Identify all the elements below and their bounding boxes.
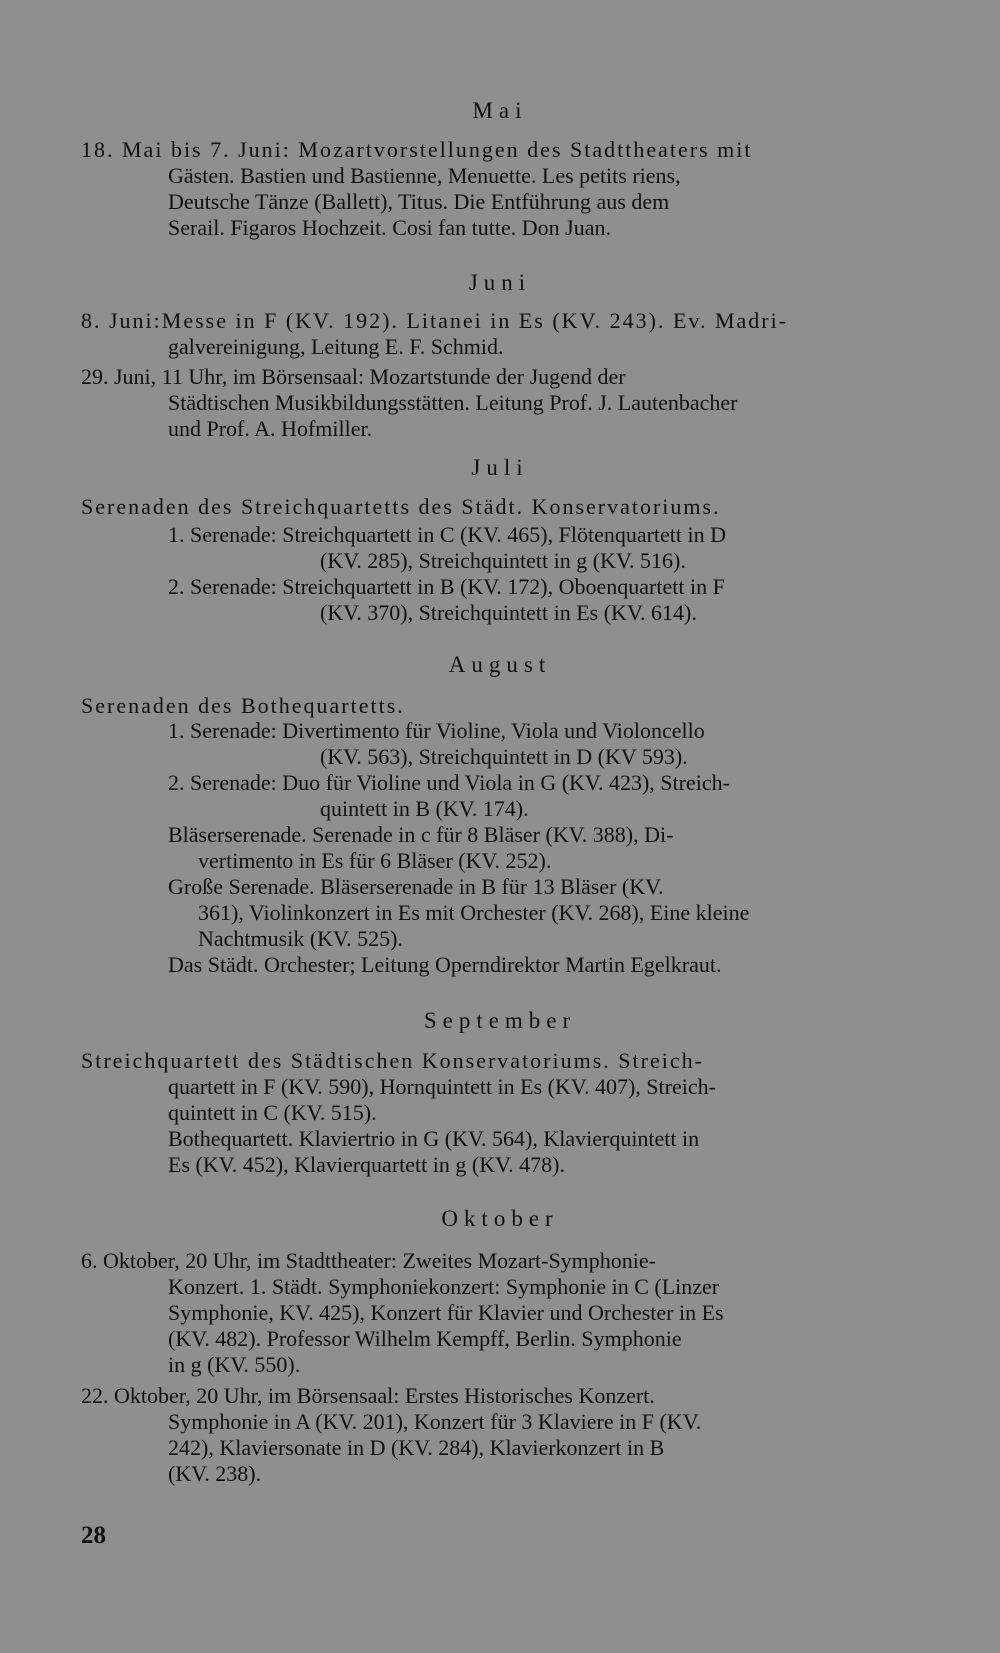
- text-line: quintett in C (KV. 515).: [168, 1100, 377, 1125]
- text-line: Bothequartett. Klaviertrio in G (KV. 564), Klavierquintett in: [168, 1126, 700, 1151]
- text-line: Es (KV. 452), Klavierquartett in g (KV. 478).: [168, 1152, 565, 1177]
- text-line: Deutsche Tänze (Ballett), Titus. Die Entführung aus dem: [168, 189, 670, 214]
- text-line: Streichquartett des Städtischen Konservatoriums. Streich-: [81, 1048, 704, 1073]
- text-line: 2. Serenade: Streichquartett in B (KV. 172), Oboenquartett in F: [168, 574, 725, 599]
- section-title-mai: Mai: [472, 98, 528, 123]
- text-line: Städtischen Musikbildungsstätten. Leitung Prof. J. Lautenbacher: [168, 390, 738, 415]
- text-line: (KV. 285), Streichquintett in g (KV. 516).: [320, 548, 686, 573]
- text-line: 29. Juni, 11 Uhr, im Börsensaal: Mozartstunde der Jugend der: [81, 364, 626, 389]
- section-title-august: August: [448, 652, 552, 677]
- text-line: galvereinigung, Leitung E. F. Schmid.: [168, 334, 504, 359]
- text-line: Das Städt. Orchester; Leitung Operndirektor Martin Egelkraut.: [168, 952, 722, 977]
- text-line: Serenaden des Streichquartetts des Städt. Konservatoriums.: [81, 494, 721, 519]
- text-line: quartett in F (KV. 590), Hornquintett in Es (KV. 407), Streich-: [168, 1074, 716, 1099]
- text-line: Gästen. Bastien und Bastienne, Menuette. Les petits riens,: [168, 163, 681, 188]
- text-line: Serenaden des Bothequartetts.: [81, 693, 405, 718]
- text-line: vertimento in Es für 6 Bläser (KV. 252).: [198, 848, 552, 873]
- text-line: quintett in B (KV. 174).: [320, 796, 529, 821]
- text-line: Bläserserenade. Serenade in c für 8 Bläser (KV. 388), Di-: [168, 822, 674, 847]
- text-line: (KV. 370), Streichquintett in Es (KV. 614).: [320, 600, 697, 625]
- text-line: Nachtmusik (KV. 525).: [198, 926, 403, 951]
- page-number: 28: [81, 1522, 106, 1549]
- section-title-oktober: Oktober: [441, 1206, 559, 1231]
- text-line: Serail. Figaros Hochzeit. Cosi fan tutte. Don Juan.: [168, 215, 611, 240]
- text-line: (KV. 238).: [168, 1461, 262, 1486]
- text-line: 18. Mai bis 7. Juni: Mozartvorstellungen des Stadttheaters mit: [81, 137, 753, 162]
- text-line: 6. Oktober, 20 Uhr, im Stadttheater: Zweites Mozart-Symphonie-: [81, 1248, 656, 1273]
- text-line: 22. Oktober, 20 Uhr, im Börsensaal: Erstes Historisches Konzert.: [81, 1383, 655, 1408]
- text-line: (KV. 482). Professor Wilhelm Kempff, Berlin. Symphonie: [168, 1326, 682, 1351]
- text-line: Symphonie, KV. 425), Konzert für Klavier und Orchester in Es: [168, 1300, 724, 1325]
- text-line: 1. Serenade: Streichquartett in C (KV. 465), Flötenquartett in D: [168, 522, 727, 547]
- text-line: Konzert. 1. Städt. Symphoniekonzert: Symphonie in C (Linzer: [168, 1274, 720, 1299]
- text-line: Große Serenade. Bläserserenade in B für 13 Bläser (KV.: [168, 874, 664, 899]
- text-line: Symphonie in A (KV. 201), Konzert für 3 Klaviere in F (KV.: [168, 1409, 702, 1434]
- section-title-juni: Juni: [468, 270, 532, 295]
- text-line: 2. Serenade: Duo für Violine und Viola in G (KV. 423), Streich-: [168, 770, 730, 795]
- text-line: (KV. 563), Streichquintett in D (KV 593).: [320, 744, 688, 769]
- text-line: in g (KV. 550).: [168, 1352, 301, 1377]
- text-line: 361), Violinkonzert in Es mit Orchester (KV. 268), Eine kleine: [198, 900, 750, 925]
- section-title-september: September: [423, 1008, 577, 1033]
- section-title-juli: Juli: [471, 455, 529, 480]
- text-line: 242), Klaviersonate in D (KV. 284), Klavierkonzert in B: [168, 1435, 665, 1460]
- text-line: 1. Serenade: Divertimento für Violine, Viola und Violoncello: [168, 718, 705, 743]
- text-line: 8. Juni:Messe in F (KV. 192). Litanei in Es (KV. 243). Ev. Madri-: [81, 308, 789, 333]
- text-line: und Prof. A. Hofmiller.: [168, 416, 373, 441]
